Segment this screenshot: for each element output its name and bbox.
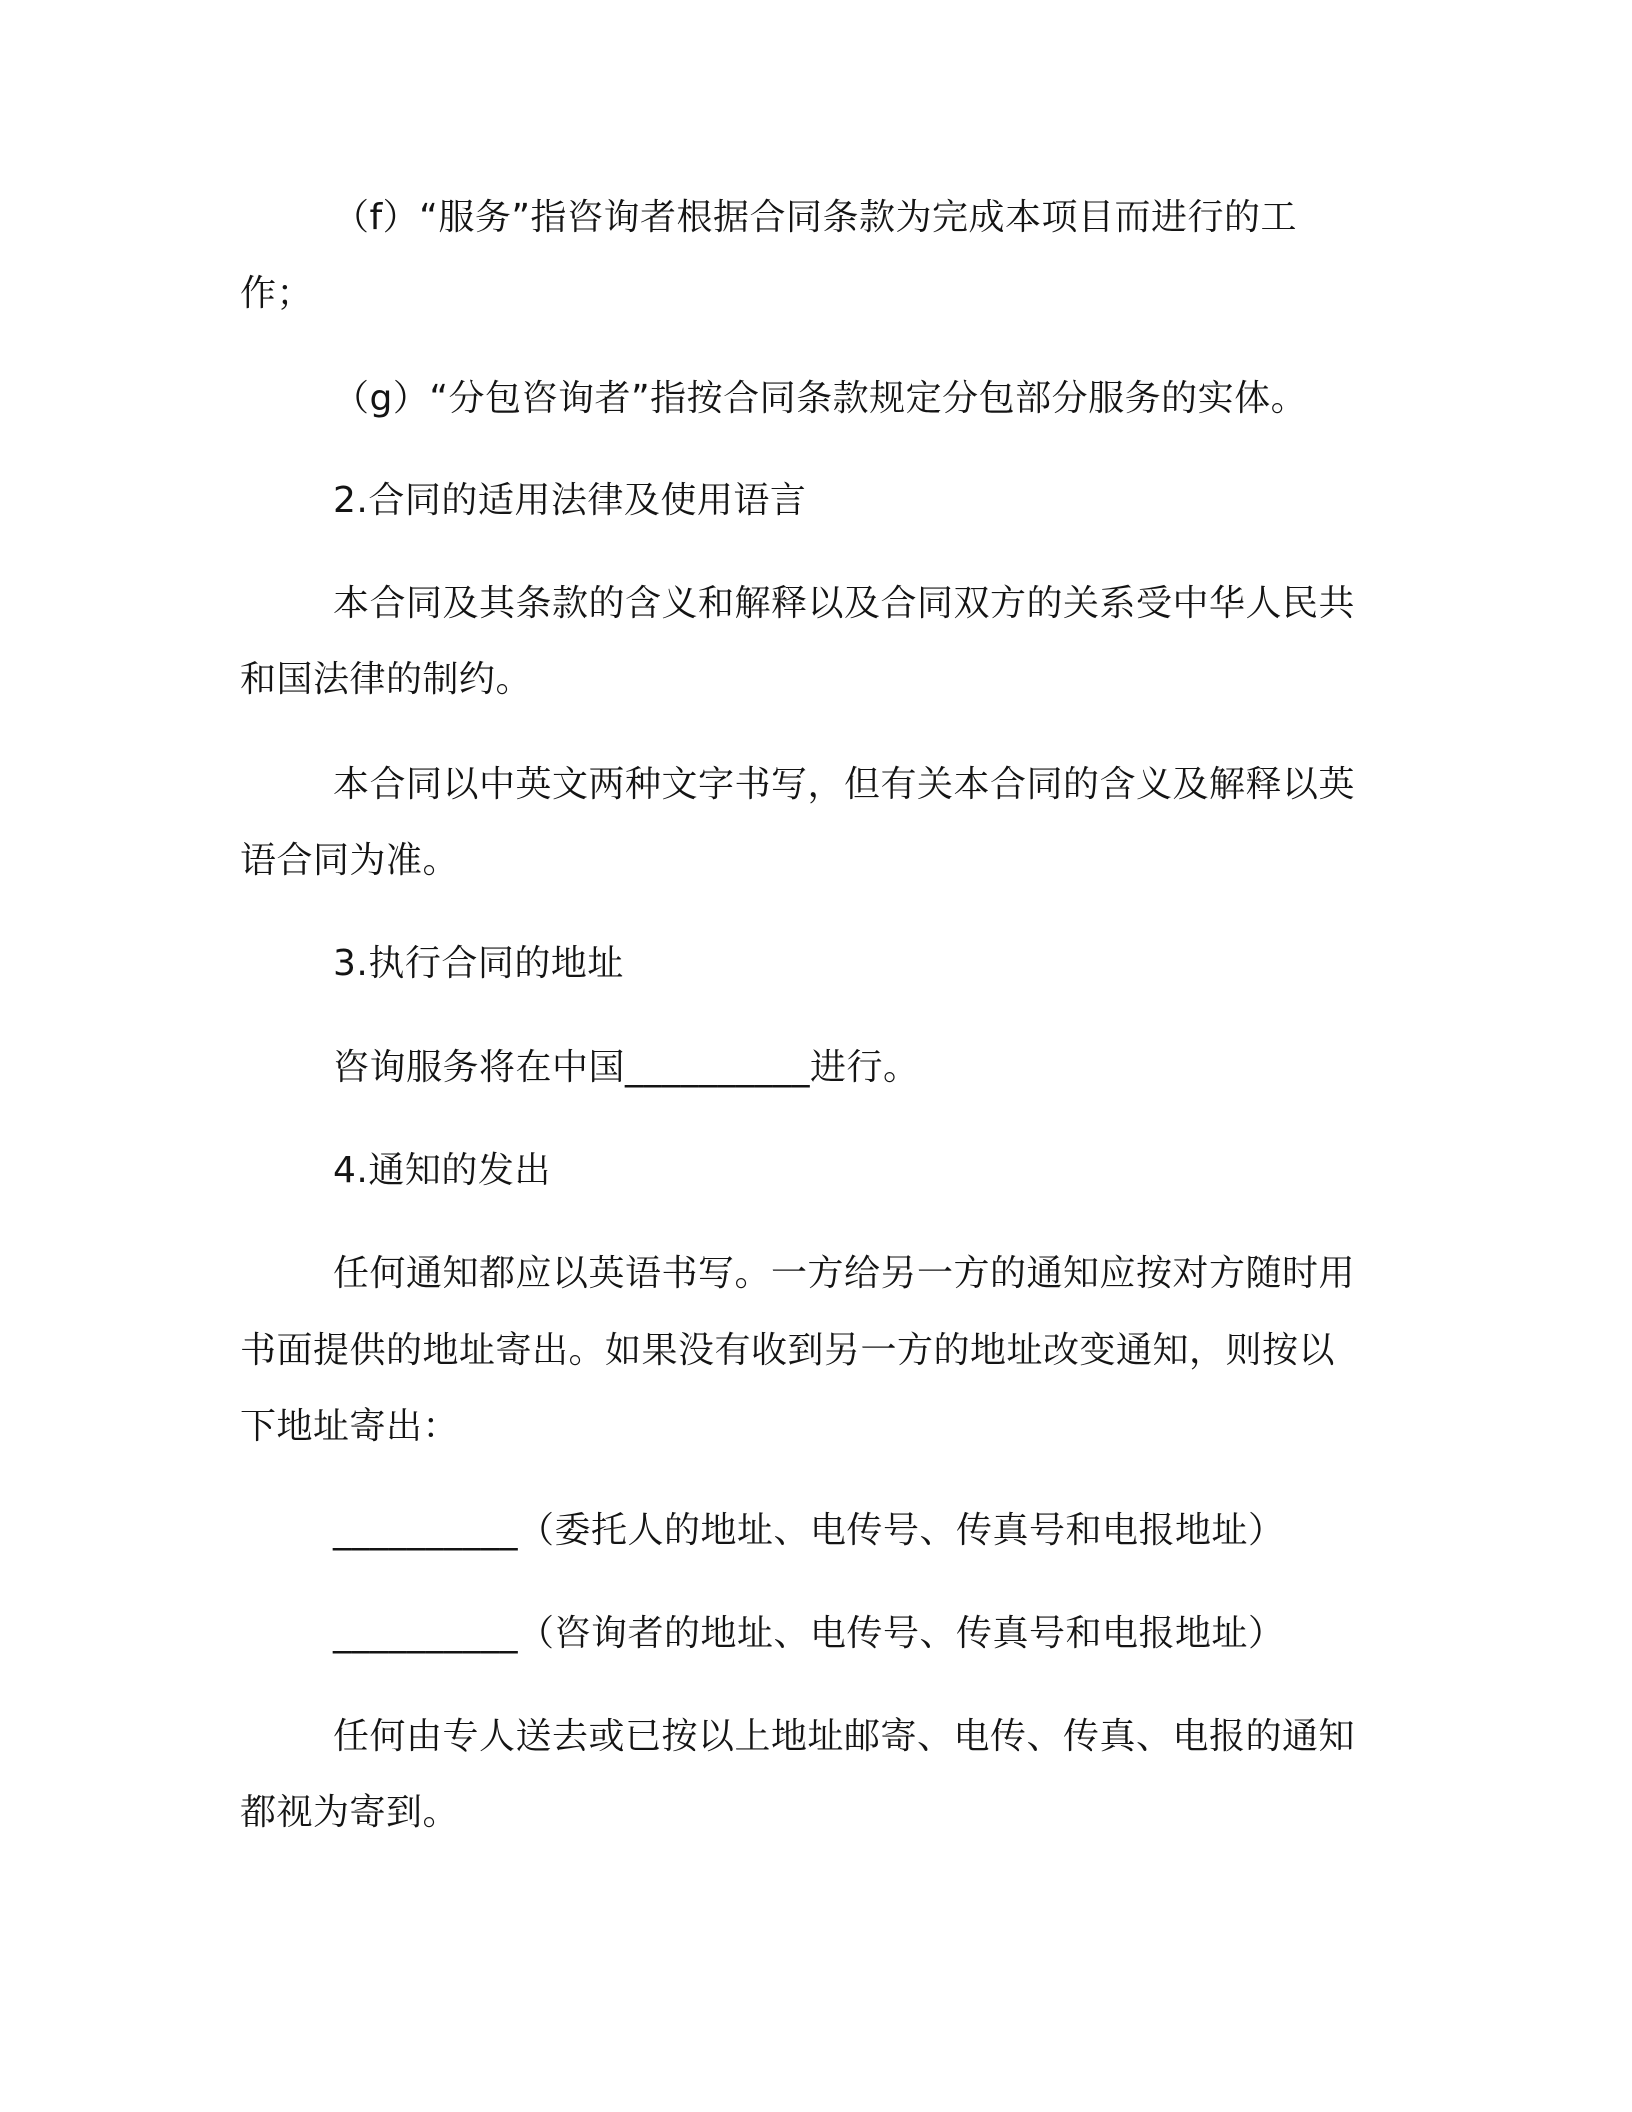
definition-g-line: （g）“分包咨询者”指按合同条款规定分包部分服务的实体。 [333,378,1308,419]
section-3-para-line: 咨询服务将在中国__________进行。 [333,1047,920,1088]
section-2-para-2-line-2: 语合同为准。 [240,840,460,881]
definition-f-line-2: 作； [240,273,314,314]
section-4-para-line-3: 下地址寄出： [240,1406,460,1447]
section-4-para-line-1: 任何通知都应以英语书写。一方给另一方的通知应按对方随时用 [333,1253,1356,1294]
section-2-para-1-line-2: 和国法律的制约。 [240,659,533,700]
section-3-heading: 3.执行合同的地址 [333,943,624,984]
delivery-para-line-2: 都视为寄到。 [240,1792,460,1833]
delivery-para-line-1: 任何由专人送去或已按以上地址邮寄、电传、传真、电报的通知 [333,1716,1356,1757]
client-address-line: __________（委托人的地址、电传号、传真号和电报地址） [333,1510,1285,1551]
section-4-para-line-2: 书面提供的地址寄出。如果没有收到另一方的地址改变通知，则按以 [240,1330,1336,1371]
section-2-para-1-line-1: 本合同及其条款的含义和解释以及合同双方的关系受中华人民共 [333,583,1356,624]
section-2-para-2-line-1: 本合同以中英文两种文字书写，但有关本合同的含义及解释以英 [333,764,1356,805]
section-4-heading: 4.通知的发出 [333,1150,551,1191]
section-2-heading: 2.合同的适用法律及使用语言 [333,480,807,521]
definition-f-line-1: （f）“服务”指咨询者根据合同条款为完成本项目而进行的工 [333,197,1297,238]
consultant-address-line: __________（咨询者的地址、电传号、传真号和电报地址） [333,1613,1285,1654]
